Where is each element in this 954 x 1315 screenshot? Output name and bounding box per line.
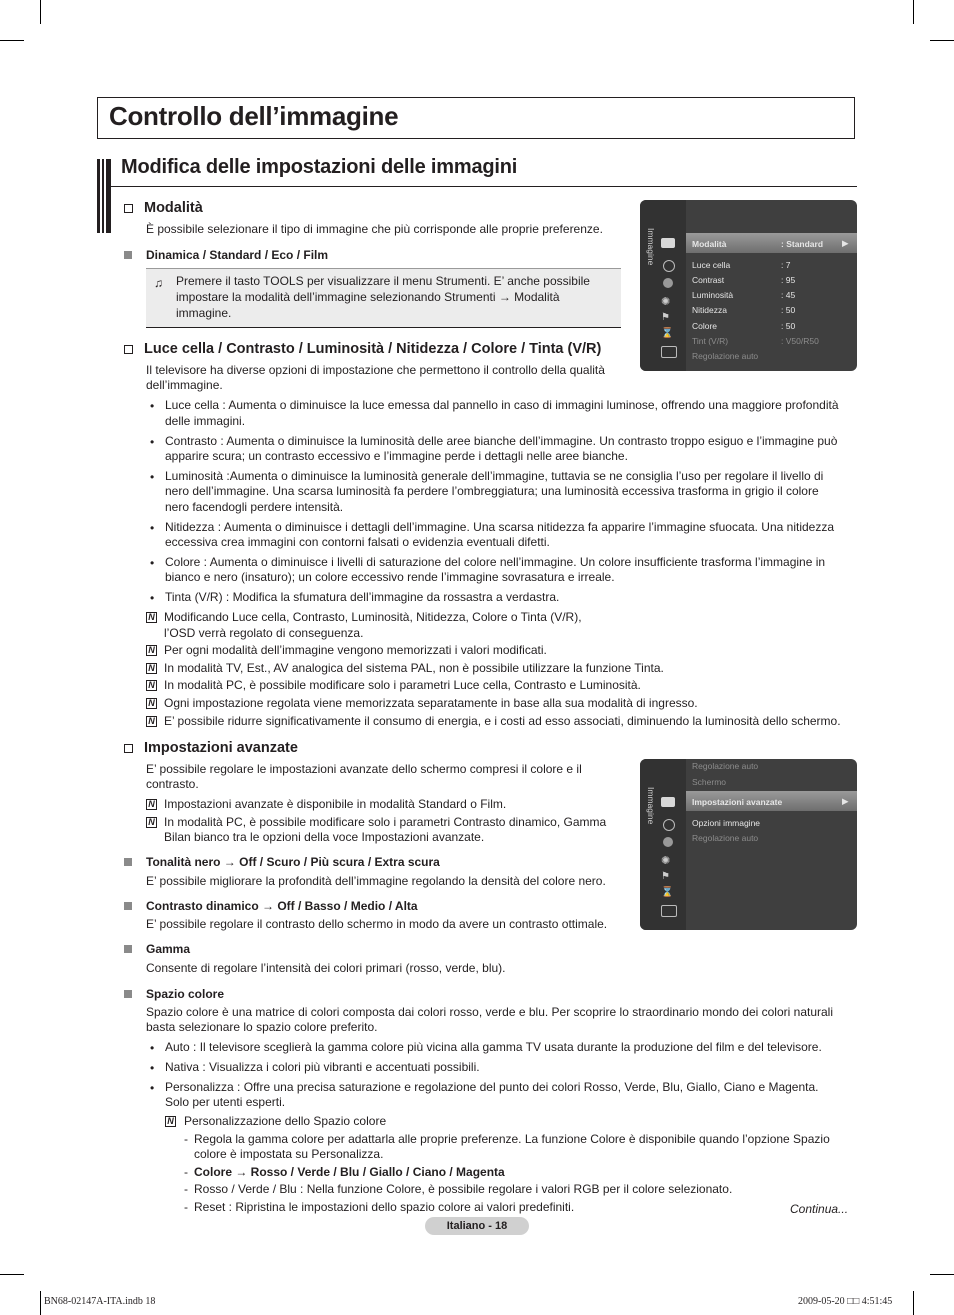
print-info-right: 2009-05-20 □□ 4:51:45 — [798, 1296, 893, 1307]
osd-menu-advanced — [640, 759, 857, 930]
osd-row-label: Luce cella — [692, 260, 731, 270]
osd-row-value: : 50 — [781, 321, 796, 331]
checkbox-icon — [124, 744, 133, 753]
sound-icon — [663, 260, 675, 272]
modalita-options: Dinamica / Standard / Eco / Film — [146, 248, 329, 262]
bullet-colore: bianco e nero (insaturo); un colore eccessivo rende l’immagine sovrasatura e irreale. — [165, 570, 615, 584]
page-title-box — [97, 97, 855, 139]
bullet-personalizza: Personalizza : Offre una precisa saturazione e regolazione del punto dei colori Rosso, Verde, Blu, Giallo, Ciano e Magenta. — [165, 1080, 819, 1094]
dash-item: Rosso / Verde / Blu : Nella funzione Colore, è possibile regolare i valori RGB per il colore selezionato. — [194, 1182, 733, 1196]
bullet-luminosita: nero facendogli perdere intensità. — [165, 500, 344, 514]
note-text: In modalità PC, è possibile modificare solo i parametri Contrasto dinamico, Gamma — [164, 815, 607, 829]
note-icon: N — [146, 663, 157, 674]
avanzate-intro: contrasto. — [146, 777, 199, 791]
osd-row-label: Impostazioni avanzate — [692, 797, 783, 807]
osd-row-value: : Standard — [781, 239, 824, 249]
osd-arrow-icon: ▶ — [842, 238, 849, 248]
osd-menu-picture — [640, 200, 857, 371]
tools-note-l3: immagine. — [176, 306, 232, 320]
sound-icon — [663, 819, 675, 831]
note-text: Per ogni modalità dell’immagine vengono memorizzati i valori modificati. — [164, 643, 547, 657]
note-text: In modalità TV, Est., AV analogica del sistema PAL, non è possibile utilizzare la funzione Tinta. — [164, 661, 664, 675]
bullet-luminosita: nero dell’immagine. Una scarsa luminosità fa perdere l’ombreggiatura; una luminosità eccessiva trasforma in grigio il colore — [165, 484, 819, 498]
bullet-personalizza: Solo per utenti esperti. — [165, 1095, 286, 1109]
osd-row-value: : 7 — [781, 260, 791, 270]
square-bullet-icon — [124, 251, 132, 259]
bullet-auto: Auto : Il televisore sceglierà la gamma colore più vicina alla gamma TV usata durante la produzione del film e del televisore. — [165, 1040, 822, 1054]
bullet-luce-cella: delle immagini. — [165, 414, 246, 428]
print-info-left: BN68-02147A-ITA.indb 18 — [44, 1296, 156, 1307]
dash-item: Colore → Rosso / Verde / Blu / Giallo / Ciano / Magenta — [194, 1165, 505, 1179]
modalita-desc: È possibile selezionare il tipo di immagine che più corrisponde alle proprie preferenze. — [146, 222, 603, 236]
osd-row-label: Tint (V/R) — [692, 336, 729, 346]
bullet-nitidezza: Nitidezza : Aumenta o diminuisce i dettagli dell’immagine. Una scarsa nitidezza fa apparire l’immagine sfuocata. Una nitidezza — [165, 520, 834, 534]
osd-row-label: Regolazione auto — [692, 761, 759, 771]
heading-modalita: Modalità — [124, 200, 203, 216]
section-marker — [97, 159, 111, 233]
application-icon: ⌛ — [661, 887, 674, 898]
channel-icon — [663, 278, 673, 288]
osd-side-label: Immagine — [646, 228, 656, 266]
gamma-desc: Consente di regolare l’intensità dei colori primari (rosso, verde, blu). — [146, 961, 506, 975]
tools-note-l2: impostare la modalità dell’immagine selezionando Strumenti → Modalità — [176, 290, 560, 304]
note-icon: N — [146, 698, 157, 709]
osd-row-label: Luminosità — [692, 290, 734, 300]
note-text: Personalizzazione dello Spazio colore — [184, 1114, 387, 1128]
square-bullet-icon — [124, 990, 132, 998]
note-icon: N — [146, 817, 157, 828]
bullet-luminosita: Luminosità :Aumenta o diminuisce la luminosità generale dell’immagine, tuttavia se ne consiglia l’uso per regolare il livello di — [165, 469, 824, 483]
spazio-colore-desc: basta selezionare lo spazio colore preferito. — [146, 1020, 378, 1034]
bullet-nativa: Nativa : Visualizza i colori più vibranti e accentuati possibili. — [165, 1060, 480, 1074]
note-icon: N — [146, 716, 157, 727]
page-title: Controllo dell’immagine — [109, 101, 399, 131]
bullet-luce-cella: Luce cella : Aumenta o diminuisce la luce emessa dal pannello in caso di immagini luminose, offrendo una maggiore profondità — [165, 398, 839, 412]
osd-row-value: : 45 — [781, 290, 796, 300]
avanzate-intro: E’ possibile regolare le impostazioni avanzate dello schermo compresi il colore e il — [146, 762, 582, 776]
dash-item: Reset : Ripristina le impostazioni dello spazio colore ai valori predefiniti. — [194, 1200, 575, 1214]
square-bullet-icon — [124, 902, 132, 910]
input-icon: ⚑ — [661, 871, 670, 882]
dash-item: Regola la gamma colore per adattarla alle proprie preferenze. La funzione Colore è disponibile quando l’opzione Spazio — [194, 1132, 830, 1146]
note-icon: N — [146, 680, 157, 691]
page-number: Italiano - 18 — [425, 1217, 529, 1235]
dash-item: colore è impostata su Personalizza. — [194, 1147, 384, 1161]
note-text: Modificando Luce cella, Contrasto, Luminosità, Nitidezza, Colore o Tinta (V/R), — [164, 610, 582, 624]
note-icon: N — [146, 612, 157, 623]
note-text: E’ possibile ridurre significativamente il consumo di energia, e i costi ad esso associati, diminuendo la luminosità dello schermo. — [164, 714, 841, 728]
osd-row-label: Regolazione auto — [692, 351, 759, 361]
channel-icon — [663, 837, 673, 847]
luce-intro: Il televisore ha diverse opzioni di impostazione che permettono il controllo della qualità — [146, 363, 605, 377]
setup-icon: ✺ — [661, 855, 671, 867]
contrasto-dinamico-desc: E’ possibile regolare il contrasto dello schermo in modo da avere un contrasto ottimale. — [146, 917, 608, 931]
note-text: Ogni impostazione regolata viene memorizzata separatamente in base alla sua modalità di ingresso. — [164, 696, 698, 710]
picture-icon — [661, 797, 675, 807]
checkbox-icon — [124, 345, 133, 354]
support-icon — [661, 346, 677, 358]
luce-intro: dell’immagine. — [146, 378, 223, 392]
note-text: In modalità PC, è possibile modificare solo i parametri Luce cella, Contrasto e Luminosità. — [164, 678, 641, 692]
spazio-colore-desc: Spazio colore è una matrice di colori composta dai colori rosso, verde e blu. Per scoprire lo straordinario mondo dei colori naturali — [146, 1005, 833, 1019]
spazio-colore-heading: Spazio colore — [146, 987, 225, 1001]
note-text: l’OSD verrà regolato di conseguenza. — [164, 626, 364, 640]
picture-icon — [661, 238, 675, 248]
osd-row-label: Nitidezza — [692, 305, 727, 315]
gamma-heading: Gamma — [146, 942, 191, 956]
note-text: Impostazioni avanzate è disponibile in modalità Standard o Film. — [164, 797, 507, 811]
bullet-contrasto: Contrasto : Aumenta o diminuisce la luminosità delle aree bianche dell’immagine. Un contrasto troppo esiguo e l’immagine può — [165, 434, 838, 448]
note-text: Bilan bianco tra le opzioni della voce Impostazioni avanzate. — [164, 830, 485, 844]
square-bullet-icon — [124, 858, 132, 866]
tonalita-desc: E’ possibile migliorare la profondità dell’immagine regolando la densità del colore nero. — [146, 874, 606, 888]
setup-icon: ✺ — [661, 296, 671, 308]
osd-side-label: Immagine — [646, 787, 656, 825]
application-icon: ⌛ — [661, 328, 674, 339]
note-icon: N — [165, 1116, 176, 1127]
osd-row-value: : V50/R50 — [781, 336, 819, 346]
input-icon: ⚑ — [661, 312, 670, 323]
osd-arrow-icon: ▶ — [842, 796, 849, 806]
osd-row-label: Regolazione auto — [692, 833, 759, 843]
heading-avanzate: Impostazioni avanzate — [124, 740, 298, 756]
square-bullet-icon — [124, 945, 132, 953]
osd-row-label: Modalità — [692, 239, 727, 249]
tonalita-heading: Tonalità nero → Off / Scuro / Più scura / Extra scura — [146, 855, 440, 869]
checkbox-icon — [124, 204, 133, 213]
osd-row-label: Opzioni immagine — [692, 818, 761, 828]
bullet-tinta: Tinta (V/R) : Modifica la sfumatura dell’immagine da rossastra a verdastra. — [165, 590, 560, 604]
tools-note-l1: Premere il tasto TOOLS per visualizzare il menu Strumenti. E’ anche possibile — [176, 274, 590, 288]
note-icon: N — [146, 799, 157, 810]
support-icon — [661, 905, 677, 917]
tools-note-box — [146, 268, 621, 328]
osd-row-value: : 95 — [781, 275, 796, 285]
osd-row-label: Contrast — [692, 275, 725, 285]
divider — [111, 186, 857, 187]
note-icon: N — [146, 645, 157, 656]
continua-link: Continua... — [790, 1202, 849, 1216]
osd-row-value: : 50 — [781, 305, 796, 315]
bullet-contrasto: apparire scura; un contrasto eccessivo e l’immagine perde i dettagli nelle aree bianche. — [165, 449, 628, 463]
bullet-colore: Colore : Aumenta o diminuisce i livelli di saturazione del colore nell’immagine. Un colore insufficiente trasforma l’immagine in — [165, 555, 826, 569]
osd-row-label: Colore — [692, 321, 718, 331]
contrasto-dinamico-heading: Contrasto dinamico → Off / Basso / Medio / Alta — [146, 899, 418, 913]
bullet-nitidezza: eccessiva crea immagini con contorni falsati o evidenzia eventuali difetti. — [165, 535, 550, 549]
tools-icon: ♫ — [154, 276, 163, 290]
osd-row-label: Schermo — [692, 777, 727, 787]
heading-luce: Luce cella / Contrasto / Luminosità / Nitidezza / Colore / Tinta (V/R) — [124, 341, 601, 357]
section-title: Modifica delle impostazioni delle immagini — [121, 156, 518, 178]
